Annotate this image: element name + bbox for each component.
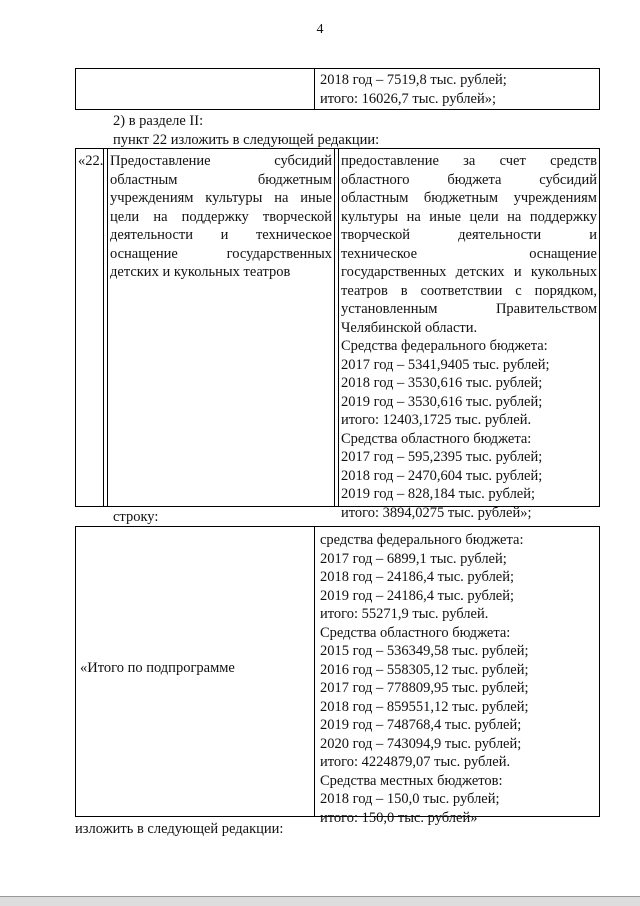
amount-line: 2018 год – 150,0 тыс. рублей; <box>320 791 500 807</box>
amount-line: 2018 год – 859551,12 тыс. рублей; <box>320 698 529 715</box>
amount-line: 2016 год – 558305,12 тыс. рублей; <box>320 661 529 678</box>
name-line: областным бюджетным <box>110 171 332 188</box>
desc-line: театров в соответствии с порядком, <box>341 282 597 299</box>
desc-line: областным бюджетным учреждениям <box>341 190 597 206</box>
amount-line: 2018 год – 24186,4 тыс. рублей; <box>320 569 515 585</box>
column-divider <box>338 149 339 506</box>
column-divider <box>314 527 315 816</box>
table-continuation <box>75 68 600 110</box>
column-divider <box>103 149 104 506</box>
total-label: «Итого по подпрограмме <box>80 660 235 676</box>
amount-line: итого: 55271,9 тыс. рублей. <box>320 606 489 622</box>
name-line: цели на поддержку творческой <box>110 208 332 225</box>
amount-cell <box>320 71 507 108</box>
item-number <box>78 152 103 171</box>
desc-line: техническое оснащение <box>341 245 597 262</box>
amount-line: 2020 год – 743094,9 тыс. рублей; <box>320 735 522 752</box>
desc-line: 2017 год – 5341,9405 тыс. рублей; <box>341 356 550 373</box>
desc-line: государственных детских и кукольных <box>341 264 597 280</box>
amount-line: 2015 год – 536349,58 тыс. рублей; <box>320 643 529 659</box>
desc-line: творческой деятельности и <box>341 227 597 243</box>
name-line: оснащение государственных <box>110 245 332 262</box>
desc-line: 2019 год – 828,184 тыс. рублей; <box>341 486 536 502</box>
desc-line: итого: 12403,1725 тыс. рублей. <box>341 412 532 428</box>
item-description-cell <box>341 152 597 522</box>
amount-line: Средства местных бюджетов: <box>320 772 503 789</box>
amount-line: 2017 год – 778809,95 тыс. рублей; <box>320 680 529 696</box>
desc-line: областного бюджета субсидий <box>341 171 597 188</box>
name-line: детских и кукольных театров <box>110 264 291 280</box>
amount-line: 2018 год – 7519,8 тыс. рублей; <box>320 72 507 88</box>
desc-line: 2017 год – 595,2395 тыс. рублей; <box>341 449 543 465</box>
desc-line: Средства областного бюджета: <box>341 430 532 447</box>
desc-line: итого: 3894,0275 тыс. рублей»; <box>341 504 532 521</box>
section-intro <box>113 112 379 149</box>
page-number: 4 <box>316 22 324 37</box>
column-divider <box>334 149 335 506</box>
amount-line: итого: 150,0 тыс. рублей» <box>320 809 478 826</box>
amount-line: итого: 16026,7 тыс. рублей»; <box>320 90 497 107</box>
amount-line: 2019 год – 24186,4 тыс. рублей; <box>320 587 515 604</box>
column-divider <box>107 149 108 506</box>
name-line: учреждениям культуры на иные <box>110 190 332 206</box>
column-divider <box>314 69 315 109</box>
total-amounts-cell <box>320 531 529 827</box>
name-line: Предоставление субсидий <box>110 153 332 169</box>
desc-line: 2018 год – 3530,616 тыс. рублей; <box>341 375 543 391</box>
amount-line: Средства областного бюджета: <box>320 624 511 641</box>
desc-line: 2018 год – 2470,604 тыс. рублей; <box>341 467 543 484</box>
amount-line: 2017 год – 6899,1 тыс. рублей; <box>320 550 507 567</box>
section-heading: 2) в разделе II: <box>113 113 204 129</box>
desc-line: предоставление за счет средств <box>341 153 597 169</box>
table-total <box>75 526 600 826</box>
row-label: строку: <box>113 509 159 525</box>
item-name-cell <box>110 152 332 282</box>
desc-line: Средства федерального бюджета: <box>341 338 548 354</box>
amount-line: средства федерального бюджета: <box>320 532 524 548</box>
desc-line: 2019 год – 3530,616 тыс. рублей; <box>341 393 543 410</box>
amount-line: итого: 4224879,07 тыс. рублей. <box>320 754 511 770</box>
desc-line: установленным Правительством <box>341 301 597 317</box>
closing-text: изложить в следующей редакции: <box>75 821 284 837</box>
name-line: деятельности и техническое <box>110 227 332 243</box>
total-label-cell <box>80 659 235 678</box>
desc-line: культуры на иные цели на поддержку <box>341 208 597 225</box>
desc-line: Челябинской области. <box>341 319 478 336</box>
item-number-text: «22. <box>78 153 104 169</box>
section-instruction: пункт 22 изложить в следующей редакции: <box>113 131 380 148</box>
amount-line: 2019 год – 748768,4 тыс. рублей; <box>320 717 522 733</box>
